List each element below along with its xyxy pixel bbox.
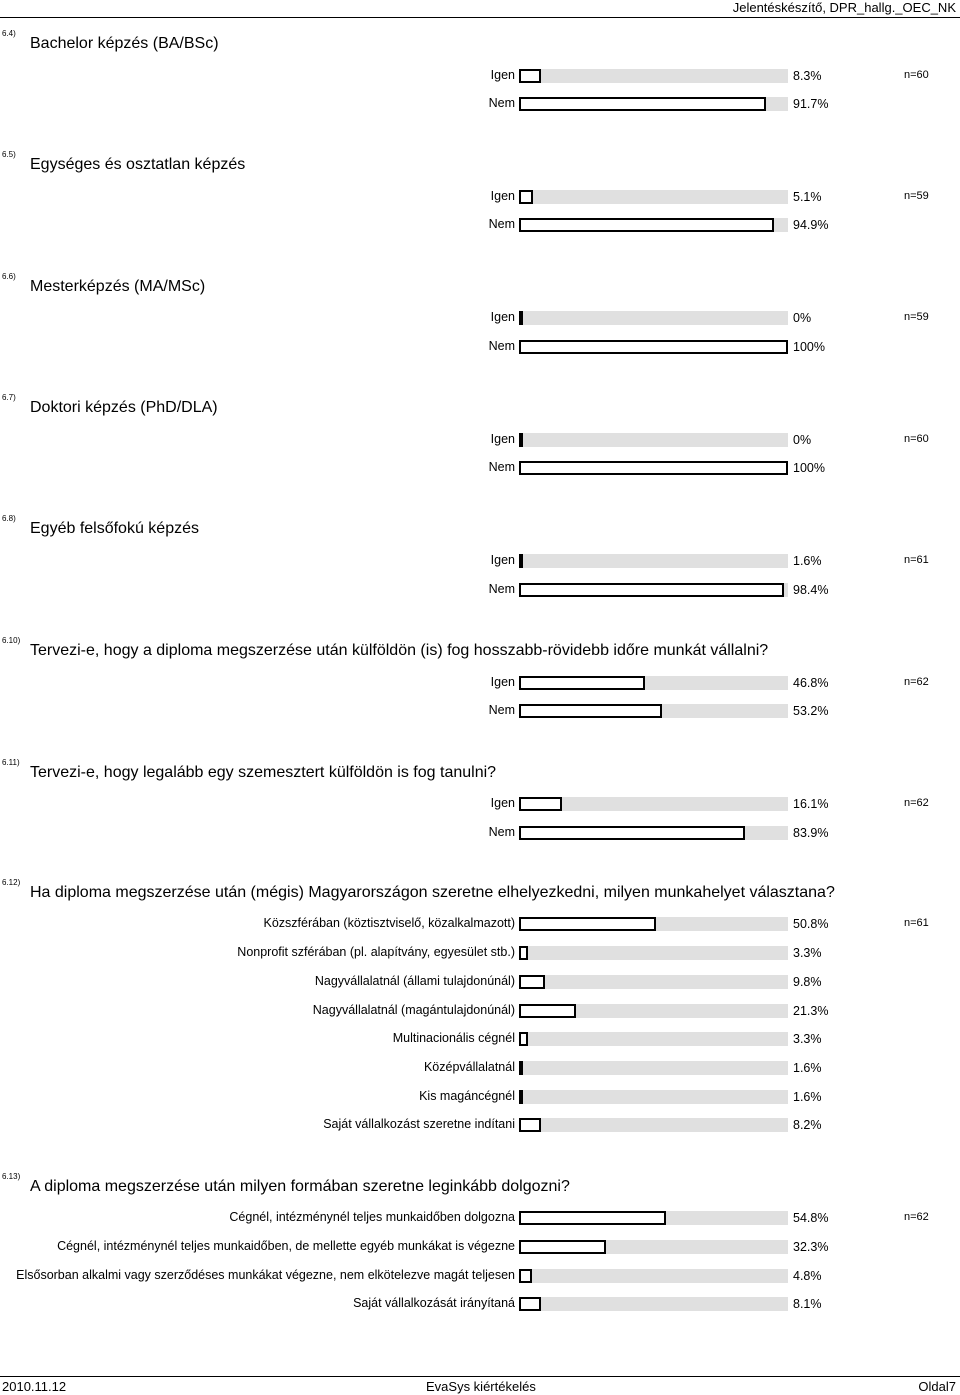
bar-fill <box>519 1061 523 1075</box>
bar-track <box>519 1118 788 1132</box>
answer-label: Igen <box>490 796 515 810</box>
bar-fill <box>519 704 662 718</box>
answer-label: Középvállalatnál <box>423 1060 515 1074</box>
bar-track <box>519 975 788 989</box>
question-title: Ha diploma megszerzése után (mégis) Magyarországon szeretne elhelyezkedni, milyen munkahelyet választana? <box>30 884 835 901</box>
bar-fill <box>519 1090 523 1104</box>
percentage-value: 4.8% <box>793 1269 822 1283</box>
percentage-value: 32.3% <box>793 1240 829 1254</box>
footer-date: 2010.11.12 <box>2 1379 67 1394</box>
bar-track <box>519 826 788 840</box>
bar-fill <box>519 69 541 83</box>
bar-fill <box>519 433 523 447</box>
bar-track <box>519 676 788 690</box>
bar-track <box>519 1032 788 1046</box>
answer-label: Nem <box>488 703 515 717</box>
answer-label: Kis magáncégnél <box>419 1089 515 1103</box>
question-title: Bachelor képzés (BA/BSc) <box>30 35 219 52</box>
bar-track <box>519 311 788 325</box>
respondent-count: n=62 <box>904 797 929 809</box>
bar-track <box>519 1269 788 1283</box>
bar-fill <box>519 1211 666 1225</box>
bar-fill <box>519 190 533 204</box>
respondent-count: n=61 <box>904 917 929 929</box>
percentage-value: 8.2% <box>793 1118 822 1132</box>
report-title: Jelentéskészítő, DPR_hallg._OEC_NK <box>732 0 956 15</box>
percentage-value: 0% <box>793 311 812 325</box>
percentage-value: 3.3% <box>793 1032 822 1046</box>
percentage-value: 3.3% <box>793 946 822 960</box>
bar-fill <box>519 340 788 354</box>
bar-track <box>519 704 788 718</box>
answer-label: Multinacionális cégnél <box>392 1031 515 1045</box>
answer-label: Nagyvállalatnál (állami tulajdonúnál) <box>314 974 515 988</box>
answer-label: Igen <box>490 68 515 82</box>
bar-fill <box>519 461 788 475</box>
question-title: Mesterképzés (MA/MSc) <box>30 278 206 295</box>
percentage-value: 1.6% <box>793 1090 822 1104</box>
respondent-count: n=62 <box>904 676 929 688</box>
bar-track <box>519 797 788 811</box>
percentage-value: 91.7% <box>793 97 829 111</box>
question-title: Egyéb felsőfokú képzés <box>30 520 199 537</box>
question-number: 6.5) <box>2 150 16 159</box>
answer-label: Nagyvállalatnál (magántulajdonúnál) <box>312 1003 515 1017</box>
bar-fill <box>519 311 523 325</box>
footer-divider <box>0 1376 960 1377</box>
header-divider <box>0 17 960 18</box>
footer-page-number: Oldal7 <box>918 1379 956 1394</box>
bar-track <box>519 1240 788 1254</box>
percentage-value: 0% <box>793 433 812 447</box>
percentage-value: 53.2% <box>793 704 829 718</box>
answer-label: Nem <box>488 339 515 353</box>
answer-label: Igen <box>490 189 515 203</box>
answer-label: Nem <box>488 460 515 474</box>
bar-fill <box>519 917 656 931</box>
percentage-value: 54.8% <box>793 1211 829 1225</box>
bar-track <box>519 190 788 204</box>
bar-track <box>519 461 788 475</box>
percentage-value: 50.8% <box>793 917 829 931</box>
answer-label: Igen <box>490 553 515 567</box>
answer-label: Igen <box>490 675 515 689</box>
bar-track <box>519 97 788 111</box>
question-number: 6.12) <box>2 878 21 887</box>
bar-track <box>519 1090 788 1104</box>
bar-track <box>519 433 788 447</box>
respondent-count: n=59 <box>904 190 929 202</box>
bar-track <box>519 1211 788 1225</box>
bar-fill <box>519 1240 606 1254</box>
question-title: Doktori képzés (PhD/DLA) <box>30 399 218 416</box>
answer-label: Elsősorban alkalmi vagy szerződéses munkákat végezne, nem elkötelezve magát teljesen <box>16 1268 515 1282</box>
question-title: Tervezi-e, hogy a diploma megszerzése után külföldön (is) fog hosszabb-rövidebb időre munkát vállalni? <box>30 642 769 659</box>
answer-label: Saját vállalkozást szeretne indítani <box>323 1117 515 1131</box>
respondent-count: n=61 <box>904 554 929 566</box>
bar-fill <box>519 1032 528 1046</box>
question-number: 6.8) <box>2 514 16 523</box>
percentage-value: 46.8% <box>793 676 829 690</box>
question-number: 6.10) <box>2 636 21 645</box>
bar-track <box>519 1004 788 1018</box>
bar-fill <box>519 218 774 232</box>
bar-track <box>519 554 788 568</box>
respondent-count: n=62 <box>904 1211 929 1223</box>
answer-label: Nem <box>488 96 515 110</box>
bar-fill <box>519 676 645 690</box>
answer-label: Közszférában (köztisztviselő, közalkalmazott) <box>263 916 515 930</box>
footer-center-text: EvaSys kiértékelés <box>426 1379 536 1394</box>
bar-fill <box>519 975 545 989</box>
question-number: 6.4) <box>2 29 16 38</box>
answer-label: Nem <box>488 217 515 231</box>
bar-fill <box>519 97 766 111</box>
bar-track <box>519 1297 788 1311</box>
answer-label: Igen <box>490 310 515 324</box>
question-number: 6.7) <box>2 393 16 402</box>
bar-track <box>519 69 788 83</box>
answer-label: Nem <box>488 582 515 596</box>
bar-fill <box>519 1118 541 1132</box>
question-number: 6.11) <box>2 758 20 767</box>
bar-fill <box>519 554 523 568</box>
bar-track <box>519 1061 788 1075</box>
percentage-value: 1.6% <box>793 1061 822 1075</box>
percentage-value: 8.3% <box>793 69 822 83</box>
question-title: A diploma megszerzése után milyen formában szeretne leginkább dolgozni? <box>30 1178 570 1195</box>
bar-fill <box>519 826 745 840</box>
percentage-value: 16.1% <box>793 797 829 811</box>
question-number: 6.6) <box>2 272 16 281</box>
bar-track <box>519 583 788 597</box>
bar-track <box>519 340 788 354</box>
percentage-value: 21.3% <box>793 1004 829 1018</box>
percentage-value: 83.9% <box>793 826 829 840</box>
percentage-value: 100% <box>793 340 825 354</box>
bar-track <box>519 946 788 960</box>
percentage-value: 5.1% <box>793 190 822 204</box>
bar-fill <box>519 946 528 960</box>
percentage-value: 8.1% <box>793 1297 822 1311</box>
respondent-count: n=60 <box>904 69 929 81</box>
answer-label: Cégnél, intézménynél teljes munkaidőben, de mellette egyéb munkákat is végezne <box>57 1239 515 1253</box>
question-number: 6.13) <box>2 1172 21 1181</box>
percentage-value: 98.4% <box>793 583 829 597</box>
answer-label: Igen <box>490 432 515 446</box>
bar-fill <box>519 1004 576 1018</box>
answer-label: Saját vállalkozását irányítaná <box>353 1296 515 1310</box>
percentage-value: 94.9% <box>793 218 829 232</box>
respondent-count: n=59 <box>904 311 929 323</box>
bar-track <box>519 917 788 931</box>
answer-label: Nem <box>488 825 515 839</box>
question-title: Tervezi-e, hogy legalább egy szemesztert külföldön is fog tanulni? <box>30 764 497 781</box>
bar-fill <box>519 797 562 811</box>
percentage-value: 1.6% <box>793 554 822 568</box>
question-title: Egységes és osztatlan képzés <box>30 156 246 173</box>
bar-fill <box>519 1269 532 1283</box>
answer-label: Cégnél, intézménynél teljes munkaidőben dolgozna <box>229 1210 515 1224</box>
bar-fill <box>519 583 784 597</box>
answer-label: Nonprofit szférában (pl. alapítvány, egyesület stb.) <box>237 945 515 959</box>
bar-track <box>519 218 788 232</box>
percentage-value: 9.8% <box>793 975 822 989</box>
bar-fill <box>519 1297 541 1311</box>
percentage-value: 100% <box>793 461 825 475</box>
respondent-count: n=60 <box>904 433 929 445</box>
